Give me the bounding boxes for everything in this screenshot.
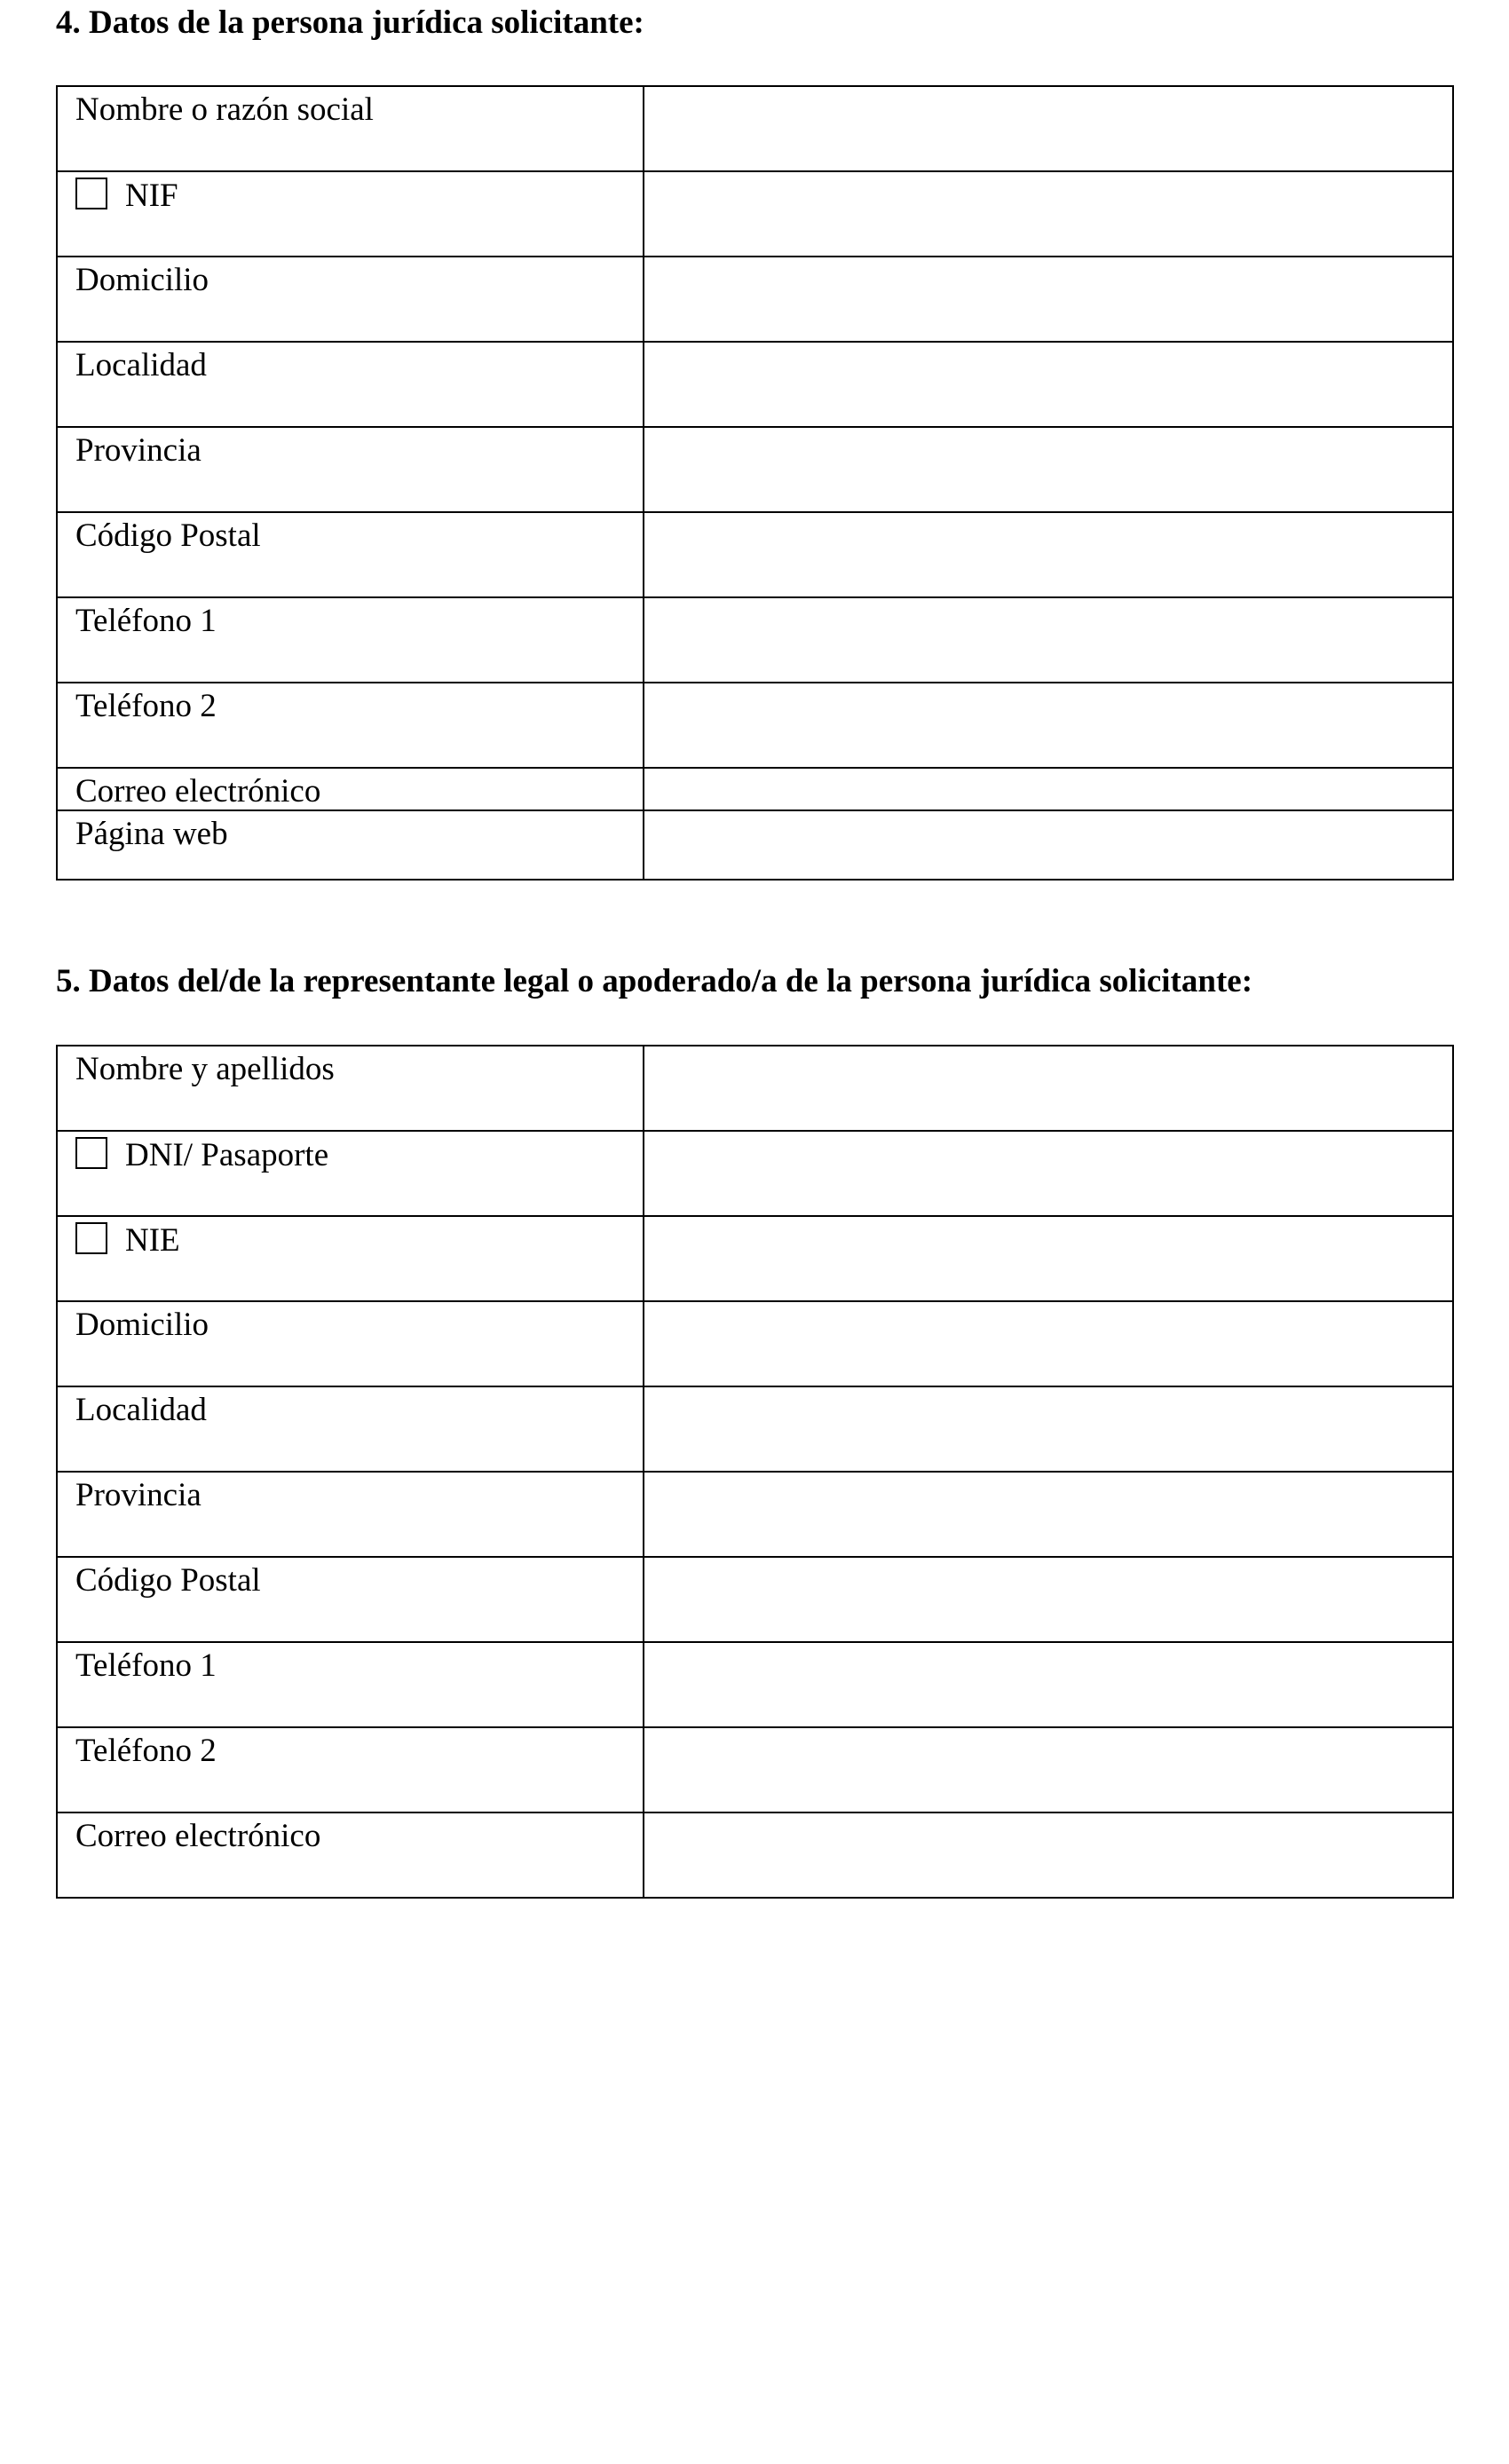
section-5-title: 5. Datos del/de la representante legal o apoderado/a de la persona jurídica solicitante: <box>56 963 1253 999</box>
telefono-1-field[interactable] <box>644 597 1453 683</box>
telefono-2-field[interactable] <box>644 683 1453 768</box>
table-row <box>57 1046 1453 1131</box>
row-label-nombre-razon-social <box>57 86 644 171</box>
row-label-nie <box>57 1216 644 1301</box>
localidad-field[interactable] <box>644 342 1453 427</box>
nie-field[interactable] <box>644 1216 1453 1301</box>
provincia-field[interactable] <box>644 1472 1453 1557</box>
legal-representative-table <box>56 1045 1454 1899</box>
row-label-text: Correo electrónico <box>75 773 321 809</box>
nif-field[interactable] <box>644 171 1453 257</box>
table-row <box>57 512 1453 597</box>
row-label-dni-pasaporte <box>57 1131 644 1216</box>
row-label-text: Provincia <box>75 432 201 469</box>
row-label-text: NIF <box>125 178 178 214</box>
table-row <box>57 597 1453 683</box>
table-row <box>57 171 1453 257</box>
row-label-domicilio <box>57 257 644 342</box>
row-label-pagina-web <box>57 810 644 880</box>
row-label-text: DNI/ Pasaporte <box>125 1137 329 1173</box>
legal-entity-table <box>56 85 1454 881</box>
row-label-text: Nombre y apellidos <box>75 1051 335 1087</box>
dni-pasaporte-field[interactable] <box>644 1131 1453 1216</box>
row-label-text: Domicilio <box>75 262 209 298</box>
row-label-text: Teléfono 1 <box>75 1647 217 1684</box>
row-label-text: Correo electrónico <box>75 1818 321 1854</box>
localidad-field[interactable] <box>644 1386 1453 1472</box>
row-label-text: Teléfono 1 <box>75 603 217 639</box>
provincia-field[interactable] <box>644 427 1453 512</box>
row-label-nombre-apellidos <box>57 1046 644 1131</box>
nombre-apellidos-field[interactable] <box>644 1046 1453 1131</box>
table-row <box>57 1812 1453 1898</box>
table-row <box>57 1727 1453 1812</box>
domicilio-field[interactable] <box>644 1301 1453 1386</box>
correo-electronico-field[interactable] <box>644 1812 1453 1898</box>
table-row <box>57 1642 1453 1727</box>
row-label-provincia <box>57 1472 644 1557</box>
table-row <box>57 342 1453 427</box>
codigo-postal-field[interactable] <box>644 1557 1453 1642</box>
table-row <box>57 810 1453 880</box>
row-label-domicilio <box>57 1301 644 1386</box>
row-label-text: Código Postal <box>75 517 261 554</box>
dni-pasaporte-checkbox[interactable] <box>75 1137 107 1169</box>
row-label-localidad <box>57 342 644 427</box>
nie-checkbox[interactable] <box>75 1222 107 1254</box>
row-label-text: Teléfono 2 <box>75 1733 217 1769</box>
correo-electronico-field[interactable] <box>644 768 1453 810</box>
row-label-text: Localidad <box>75 347 207 383</box>
table-row <box>57 1386 1453 1472</box>
section-4-title: 4. Datos de la persona jurídica solicitante: <box>56 4 644 41</box>
row-label-provincia <box>57 427 644 512</box>
row-label-localidad <box>57 1386 644 1472</box>
table-row <box>57 1131 1453 1216</box>
table-row <box>57 1216 1453 1301</box>
row-label-text: Provincia <box>75 1477 201 1513</box>
row-label-text: Página web <box>75 816 228 852</box>
table-row <box>57 427 1453 512</box>
row-label-telefono-1 <box>57 1642 644 1727</box>
row-label-text: NIE <box>125 1222 180 1259</box>
table-row <box>57 257 1453 342</box>
table-row <box>57 683 1453 768</box>
row-label-telefono-2 <box>57 683 644 768</box>
row-label-text: Código Postal <box>75 1562 261 1599</box>
telefono-2-field[interactable] <box>644 1727 1453 1812</box>
nombre-razon-social-field[interactable] <box>644 86 1453 171</box>
row-label-text: Teléfono 2 <box>75 688 217 724</box>
row-label-correo-electronico <box>57 768 644 810</box>
row-label-codigo-postal <box>57 1557 644 1642</box>
table-row <box>57 1472 1453 1557</box>
row-label-text: Nombre o razón social <box>75 91 374 128</box>
row-label-nif <box>57 171 644 257</box>
table-row <box>57 768 1453 810</box>
row-label-telefono-1 <box>57 597 644 683</box>
table-row <box>57 86 1453 171</box>
row-label-codigo-postal <box>57 512 644 597</box>
row-label-text: Domicilio <box>75 1307 209 1343</box>
nif-checkbox[interactable] <box>75 178 107 209</box>
row-label-text: Localidad <box>75 1392 207 1428</box>
domicilio-field[interactable] <box>644 257 1453 342</box>
codigo-postal-field[interactable] <box>644 512 1453 597</box>
telefono-1-field[interactable] <box>644 1642 1453 1727</box>
row-label-telefono-2 <box>57 1727 644 1812</box>
table-row <box>57 1557 1453 1642</box>
row-label-correo-electronico <box>57 1812 644 1898</box>
pagina-web-field[interactable] <box>644 810 1453 880</box>
table-row <box>57 1301 1453 1386</box>
